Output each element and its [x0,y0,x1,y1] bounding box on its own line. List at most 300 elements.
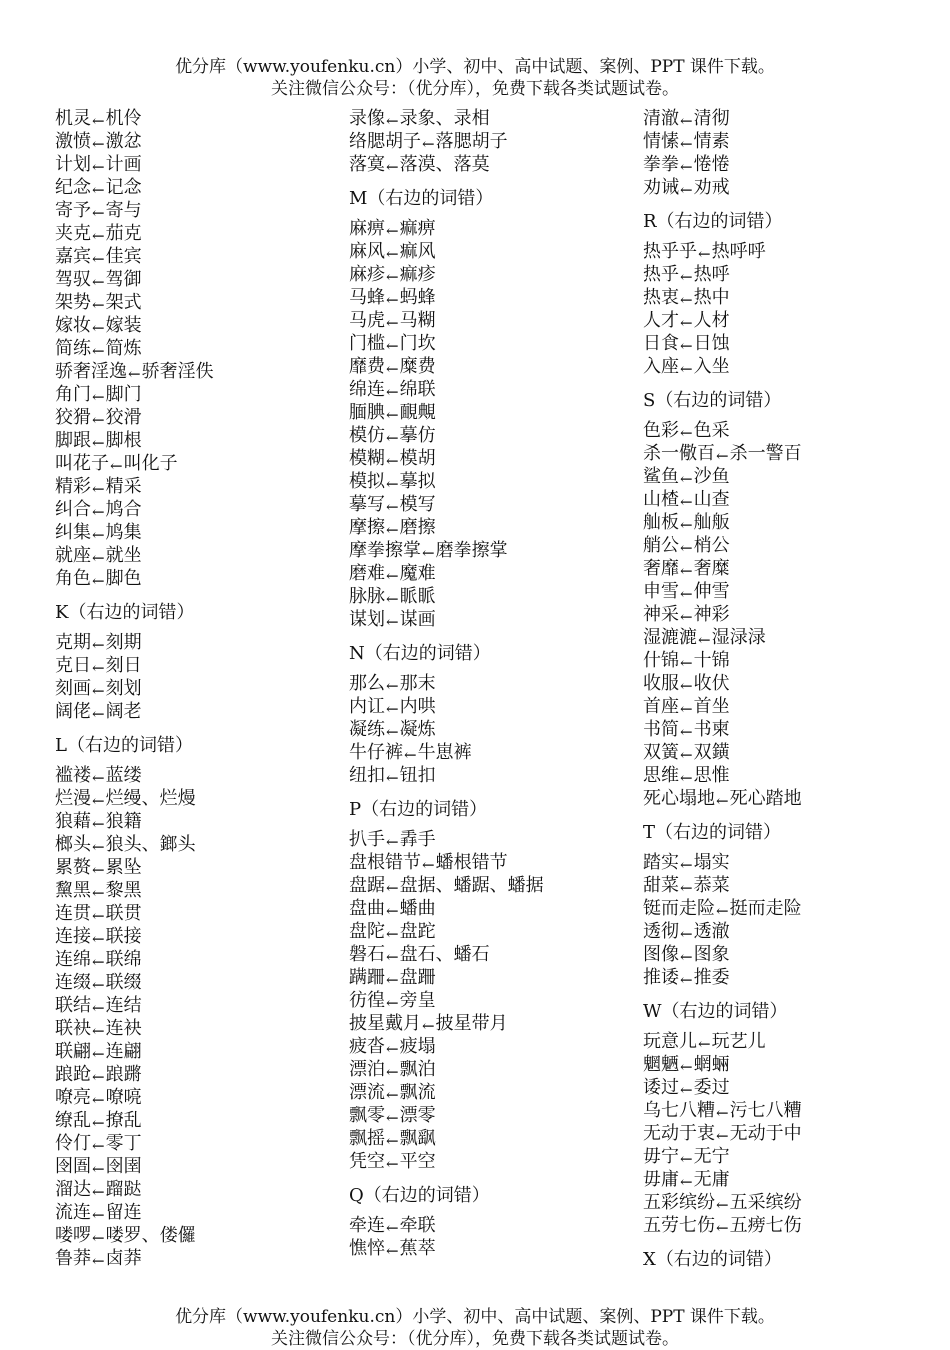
word-pair [643,557,933,580]
correct-word: 铤而走险 [643,898,715,919]
left-arrow-icon: ← [716,447,729,465]
word-pair [55,1178,345,1201]
incorrect-word: 记念 [105,177,142,198]
left-arrow-icon: ← [92,1114,105,1132]
left-arrow-icon: ← [386,902,399,920]
correct-word: 克期 [55,632,91,653]
correct-word: 褴褛 [55,765,91,786]
correct-word: 嘹亮 [55,1087,91,1108]
left-arrow-icon: ← [386,925,399,943]
left-arrow-icon: ← [680,769,693,787]
correct-word: 联袂 [55,1018,91,1039]
incorrect-word: 卤莽 [105,1248,142,1269]
left-arrow-icon: ← [680,562,693,580]
left-arrow-icon: ← [386,222,399,240]
correct-word: 门槛 [349,333,385,354]
left-arrow-icon: ← [716,902,729,920]
correct-word: 扒手 [349,829,385,850]
incorrect-word: 痲痹 [399,218,436,239]
left-arrow-icon: ← [92,227,105,245]
correct-word: 纠合 [55,499,91,520]
incorrect-word: 情素 [693,131,730,152]
word-pair [349,1081,639,1104]
left-arrow-icon: ← [680,608,693,626]
word-pair [643,718,933,741]
incorrect-word: 模写 [399,494,436,515]
word-pair [643,966,933,989]
left-arrow-icon: ← [92,976,105,994]
correct-word: 日食 [643,333,679,354]
correct-word: 热衷 [643,287,679,308]
incorrect-word: 谋画 [399,609,436,630]
header-line-2: 关注微信公众号：（优分库），免费下载各类试题试卷。 [271,79,679,99]
word-pair [643,1076,933,1099]
incorrect-word: 收伏 [693,673,730,694]
incorrect-word: 阔老 [105,701,142,722]
left-arrow-icon: ← [386,360,399,378]
left-arrow-icon: ← [680,948,693,966]
word-pair [55,176,345,199]
left-arrow-icon: ← [386,833,399,851]
word-pair [349,516,639,539]
left-arrow-icon: ← [680,925,693,943]
word-pair [643,176,933,199]
correct-word: 落寞 [349,154,385,175]
footer-line-1: 优分库（www.youfenku.cn）小学、初中、高中试题、案例、PPT 课件下载。 [175,1307,775,1327]
correct-word: 榔头 [55,834,91,855]
word-pair [349,764,639,787]
incorrect-word: 思惟 [693,765,730,786]
word-pair [349,718,639,741]
column-1 [55,107,345,1270]
left-arrow-icon: ← [680,470,693,488]
correct-word: 计划 [55,154,91,175]
word-pair [349,920,639,943]
incorrect-word: 累坠 [105,857,142,878]
correct-word: 摹写 [349,494,385,515]
left-arrow-icon: ← [92,792,105,810]
incorrect-word: 舢舨 [693,512,730,533]
correct-word: 五劳七伤 [643,1215,715,1236]
word-pair [349,1012,639,1035]
left-arrow-icon: ← [386,1132,399,1150]
left-arrow-icon: ← [680,135,693,153]
word-pair [349,286,639,309]
section-heading: L（右边的词错） [55,735,193,756]
correct-word: 连接 [55,926,91,947]
correct-word: 人才 [643,310,679,331]
word-pair [55,1132,345,1155]
left-arrow-icon: ← [92,434,105,452]
incorrect-word: 人材 [693,310,730,331]
correct-word: 热乎 [643,264,679,285]
word-pair [55,452,345,475]
section-heading: W（右边的词错） [643,1001,788,1022]
correct-word: 透彻 [643,921,679,942]
incorrect-word: 梢公 [693,535,730,556]
incorrect-word: 联缀 [105,972,142,993]
incorrect-word: 狡滑 [105,407,142,428]
section-heading: R（右边的词错） [643,211,783,232]
incorrect-word: 图象 [693,944,730,965]
correct-word: 鲨鱼 [643,466,679,487]
section-heading: X（右边的词错） [643,1249,782,1270]
left-arrow-icon: ← [92,135,105,153]
incorrect-word: 盘据、蟠踞、蟠据 [399,875,544,896]
left-arrow-icon: ← [386,268,399,286]
incorrect-word: 脚根 [105,430,142,451]
left-arrow-icon: ← [422,135,435,153]
word-pair [349,447,639,470]
left-arrow-icon: ← [386,498,399,516]
word-pair [643,488,933,511]
incorrect-word: 凝炼 [399,719,436,740]
left-arrow-icon: ← [680,337,693,355]
correct-word: 踏实 [643,852,679,873]
incorrect-word: 盘跎 [399,921,436,942]
word-pair [643,355,933,378]
incorrect-word: 惓惓 [693,154,730,175]
correct-word: 夹克 [55,223,91,244]
correct-word: 连绵 [55,949,91,970]
word-pair [55,1017,345,1040]
left-arrow-icon: ← [422,1017,435,1035]
left-arrow-icon: ← [92,907,105,925]
word-pair [55,475,345,498]
incorrect-word: 蚂蜂 [399,287,436,308]
correct-word: 纪念 [55,177,91,198]
word-pair [349,741,639,764]
left-arrow-icon: ← [92,1045,105,1063]
correct-word: 绵连 [349,379,385,400]
incorrect-word: 计画 [105,154,142,175]
word-pair [643,332,933,355]
correct-word: 舢板 [643,512,679,533]
word-pair [55,677,345,700]
incorrect-word: 马糊 [399,310,436,331]
left-arrow-icon: ← [128,365,141,383]
left-arrow-icon: ← [680,158,693,176]
correct-word: 嫁妆 [55,315,91,336]
incorrect-word: 机伶 [105,108,142,129]
word-pair [55,971,345,994]
left-arrow-icon: ← [698,245,711,263]
left-arrow-icon: ← [92,549,105,567]
word-pair [55,833,345,856]
left-arrow-icon: ← [386,971,399,989]
word-pair [55,130,345,153]
correct-word: 憔悴 [349,1238,385,1259]
word-pair [643,534,933,557]
left-arrow-icon: ← [680,723,693,741]
left-arrow-icon: ← [680,700,693,718]
incorrect-word: 联绵 [105,949,142,970]
left-arrow-icon: ← [92,1022,105,1040]
incorrect-word: 玩艺儿 [711,1031,766,1052]
correct-word: 盘陀 [349,921,385,942]
incorrect-word: 死心踏地 [729,788,802,809]
correct-word: 就座 [55,545,91,566]
word-pair [55,498,345,521]
correct-word: 骄奢淫逸 [55,361,127,382]
correct-word: 激愤 [55,131,91,152]
incorrect-word: 杀一警百 [729,443,802,464]
left-arrow-icon: ← [716,792,729,810]
incorrect-word: 沙鱼 [693,466,730,487]
incorrect-word: 刻划 [105,678,142,699]
left-arrow-icon: ← [680,585,693,603]
left-arrow-icon: ← [386,879,399,897]
correct-word: 推诿 [643,967,679,988]
left-arrow-icon: ← [386,245,399,263]
incorrect-word: 双鐄 [693,742,730,763]
incorrect-word: 就坐 [105,545,142,566]
correct-word: 麻疹 [349,264,385,285]
section-heading: P（右边的词错） [349,799,488,820]
incorrect-word: 架式 [105,292,142,313]
left-arrow-icon: ← [386,521,399,539]
word-pair [349,672,639,695]
word-pair [643,107,933,130]
left-arrow-icon: ← [680,971,693,989]
left-arrow-icon: ← [680,360,693,378]
correct-word: 凝练 [349,719,385,740]
correct-word: 囹圄 [55,1156,91,1177]
word-pair [55,810,345,833]
correct-word: 靡费 [349,356,385,377]
word-pair [349,943,639,966]
incorrect-word: 摹拟 [399,471,436,492]
correct-word: 入座 [643,356,679,377]
left-arrow-icon: ← [386,1219,399,1237]
word-pair [55,1040,345,1063]
word-pair [643,1122,933,1145]
correct-word: 踉跄 [55,1064,91,1085]
left-arrow-icon: ← [386,314,399,332]
word-pair [349,897,639,920]
correct-word: 盘曲 [349,898,385,919]
header-line-1: 优分库（www.youfenku.cn）小学、初中、高中试题、案例、PPT 课件下载。 [175,57,775,77]
incorrect-word: 零丁 [105,1133,142,1154]
left-arrow-icon: ← [680,493,693,511]
word-pair [643,580,933,603]
incorrect-word: 奢糜 [693,558,730,579]
incorrect-word: 盘跚 [399,967,436,988]
footer-line-2: 关注微信公众号：（优分库），免费下载各类试题试卷。 [271,1329,679,1349]
incorrect-word: 狼籍 [105,811,142,832]
left-arrow-icon: ← [680,181,693,199]
word-pair [643,1214,933,1237]
left-arrow-icon: ← [92,572,105,590]
correct-word: 甜菜 [643,875,679,896]
correct-word: 寄予 [55,200,91,221]
correct-word: 伶仃 [55,1133,91,1154]
incorrect-word: 落腮胡子 [435,131,508,152]
incorrect-word: 菾菜 [693,875,730,896]
incorrect-word: 磨擦 [399,517,436,538]
incorrect-word: 蹓跶 [105,1179,142,1200]
incorrect-word: 推委 [693,967,730,988]
correct-word: 凭空 [349,1151,385,1172]
incorrect-word: 嘹喨 [105,1087,142,1108]
left-arrow-icon: ← [92,480,105,498]
correct-word: 牛仔裤 [349,742,403,763]
left-arrow-icon: ← [680,677,693,695]
incorrect-word: 内哄 [399,696,436,717]
word-pair [349,424,639,447]
correct-word: 嘉宾 [55,246,91,267]
left-arrow-icon: ← [386,723,399,741]
section-heading: K（右边的词错） [55,602,195,623]
incorrect-word: 魔难 [399,563,436,584]
left-arrow-icon: ← [386,158,399,176]
left-arrow-icon: ← [386,475,399,493]
correct-word: 什锦 [643,650,679,671]
left-arrow-icon: ← [92,1229,105,1247]
correct-word: 喽啰 [55,1225,91,1246]
correct-word: 纠集 [55,522,91,543]
incorrect-word: 茄克 [105,223,142,244]
left-arrow-icon: ← [92,769,105,787]
word-pair [55,902,345,925]
incorrect-word: 飘流 [399,1082,436,1103]
incorrect-word: 旁皇 [399,990,436,1011]
incorrect-word: 神彩 [693,604,730,625]
word-pair [55,1086,345,1109]
correct-word: 牵连 [349,1215,385,1236]
left-arrow-icon: ← [92,273,105,291]
correct-word: 艄公 [643,535,679,556]
incorrect-word: 热呼呼 [711,241,766,262]
incorrect-word: 叫化子 [123,453,178,474]
left-arrow-icon: ← [92,1091,105,1109]
correct-word: 飘零 [349,1105,385,1126]
correct-word: 山楂 [643,489,679,510]
word-pair [55,567,345,590]
correct-word: 拳拳 [643,154,679,175]
word-pair [643,672,933,695]
word-pair [643,153,933,176]
correct-word: 毋宁 [643,1146,679,1167]
left-arrow-icon: ← [92,296,105,314]
correct-word: 阔佬 [55,701,91,722]
incorrect-word: 绵联 [399,379,436,400]
left-arrow-icon: ← [92,1183,105,1201]
correct-word: 角色 [55,568,91,589]
word-pair [349,493,639,516]
incorrect-word: 牛崽裤 [417,742,472,763]
left-arrow-icon: ← [680,856,693,874]
word-pair [349,828,639,851]
left-arrow-icon: ← [680,1081,693,1099]
word-pair [55,1247,345,1270]
word-pair [643,1030,933,1053]
left-arrow-icon: ← [386,383,399,401]
left-arrow-icon: ← [680,654,693,672]
correct-word: 魍魉 [643,1054,679,1075]
left-arrow-icon: ← [422,856,435,874]
correct-word: 连缀 [55,972,91,993]
left-arrow-icon: ← [110,457,123,475]
left-arrow-icon: ← [680,516,693,534]
section-heading: T（右边的词错） [643,822,782,843]
word-pair [643,442,933,465]
incorrect-word: 疲塌 [399,1036,436,1057]
correct-word: 彷徨 [349,990,385,1011]
left-arrow-icon: ← [92,636,105,654]
left-arrow-icon: ← [386,1086,399,1104]
incorrect-word: 湿渌渌 [711,627,766,648]
left-arrow-icon: ← [716,1219,729,1237]
correct-word: 叫花子 [55,453,109,474]
left-arrow-icon: ← [386,1063,399,1081]
word-pair [643,851,933,874]
correct-word: 模拟 [349,471,385,492]
correct-word: 神采 [643,604,679,625]
left-arrow-icon: ← [92,1252,105,1270]
incorrect-word: 热中 [693,287,730,308]
correct-word: 收服 [643,673,679,694]
left-arrow-icon: ← [92,705,105,723]
word-pair [349,263,639,286]
incorrect-word: 无庸 [693,1169,730,1190]
word-pair [55,631,345,654]
word-pair [55,245,345,268]
word-pair [55,222,345,245]
correct-word: 连贯 [55,903,91,924]
correct-word: 盘踞 [349,875,385,896]
incorrect-word: 喽罗、偻儸 [105,1225,196,1246]
word-pair [55,948,345,971]
incorrect-word: 塌实 [693,852,730,873]
correct-word: 湿漉漉 [643,627,697,648]
correct-word: 诿过 [643,1077,679,1098]
left-arrow-icon: ← [92,999,105,1017]
left-arrow-icon: ← [422,544,435,562]
word-pair [55,383,345,406]
incorrect-word: 日蚀 [693,333,730,354]
word-pair [643,130,933,153]
correct-word: 马虎 [349,310,385,331]
incorrect-word: 骄奢淫佚 [141,361,214,382]
word-pair [55,406,345,429]
incorrect-word: 简炼 [105,338,142,359]
section-heading: Q（右边的词错） [349,1185,490,1206]
correct-word: 机灵 [55,108,91,129]
word-pair [55,787,345,810]
incorrect-word: 挺而走险 [729,898,802,919]
incorrect-word: 脚色 [105,568,142,589]
incorrect-word: 鸠集 [105,522,142,543]
incorrect-word: 留连 [105,1202,142,1223]
word-pair [55,544,345,567]
correct-word: 腼腆 [349,402,385,423]
left-arrow-icon: ← [386,948,399,966]
left-arrow-icon: ← [680,314,693,332]
correct-word: 驾驭 [55,269,91,290]
correct-word: 劝诫 [643,177,679,198]
word-pair [643,920,933,943]
incorrect-word: 色采 [693,420,730,441]
word-pair [55,764,345,787]
correct-word: 热乎乎 [643,241,697,262]
correct-word: 刻画 [55,678,91,699]
correct-word: 鲁莽 [55,1248,91,1269]
left-arrow-icon: ← [680,539,693,557]
left-arrow-icon: ← [92,112,105,130]
word-pair [55,879,345,902]
word-pair [643,1145,933,1168]
